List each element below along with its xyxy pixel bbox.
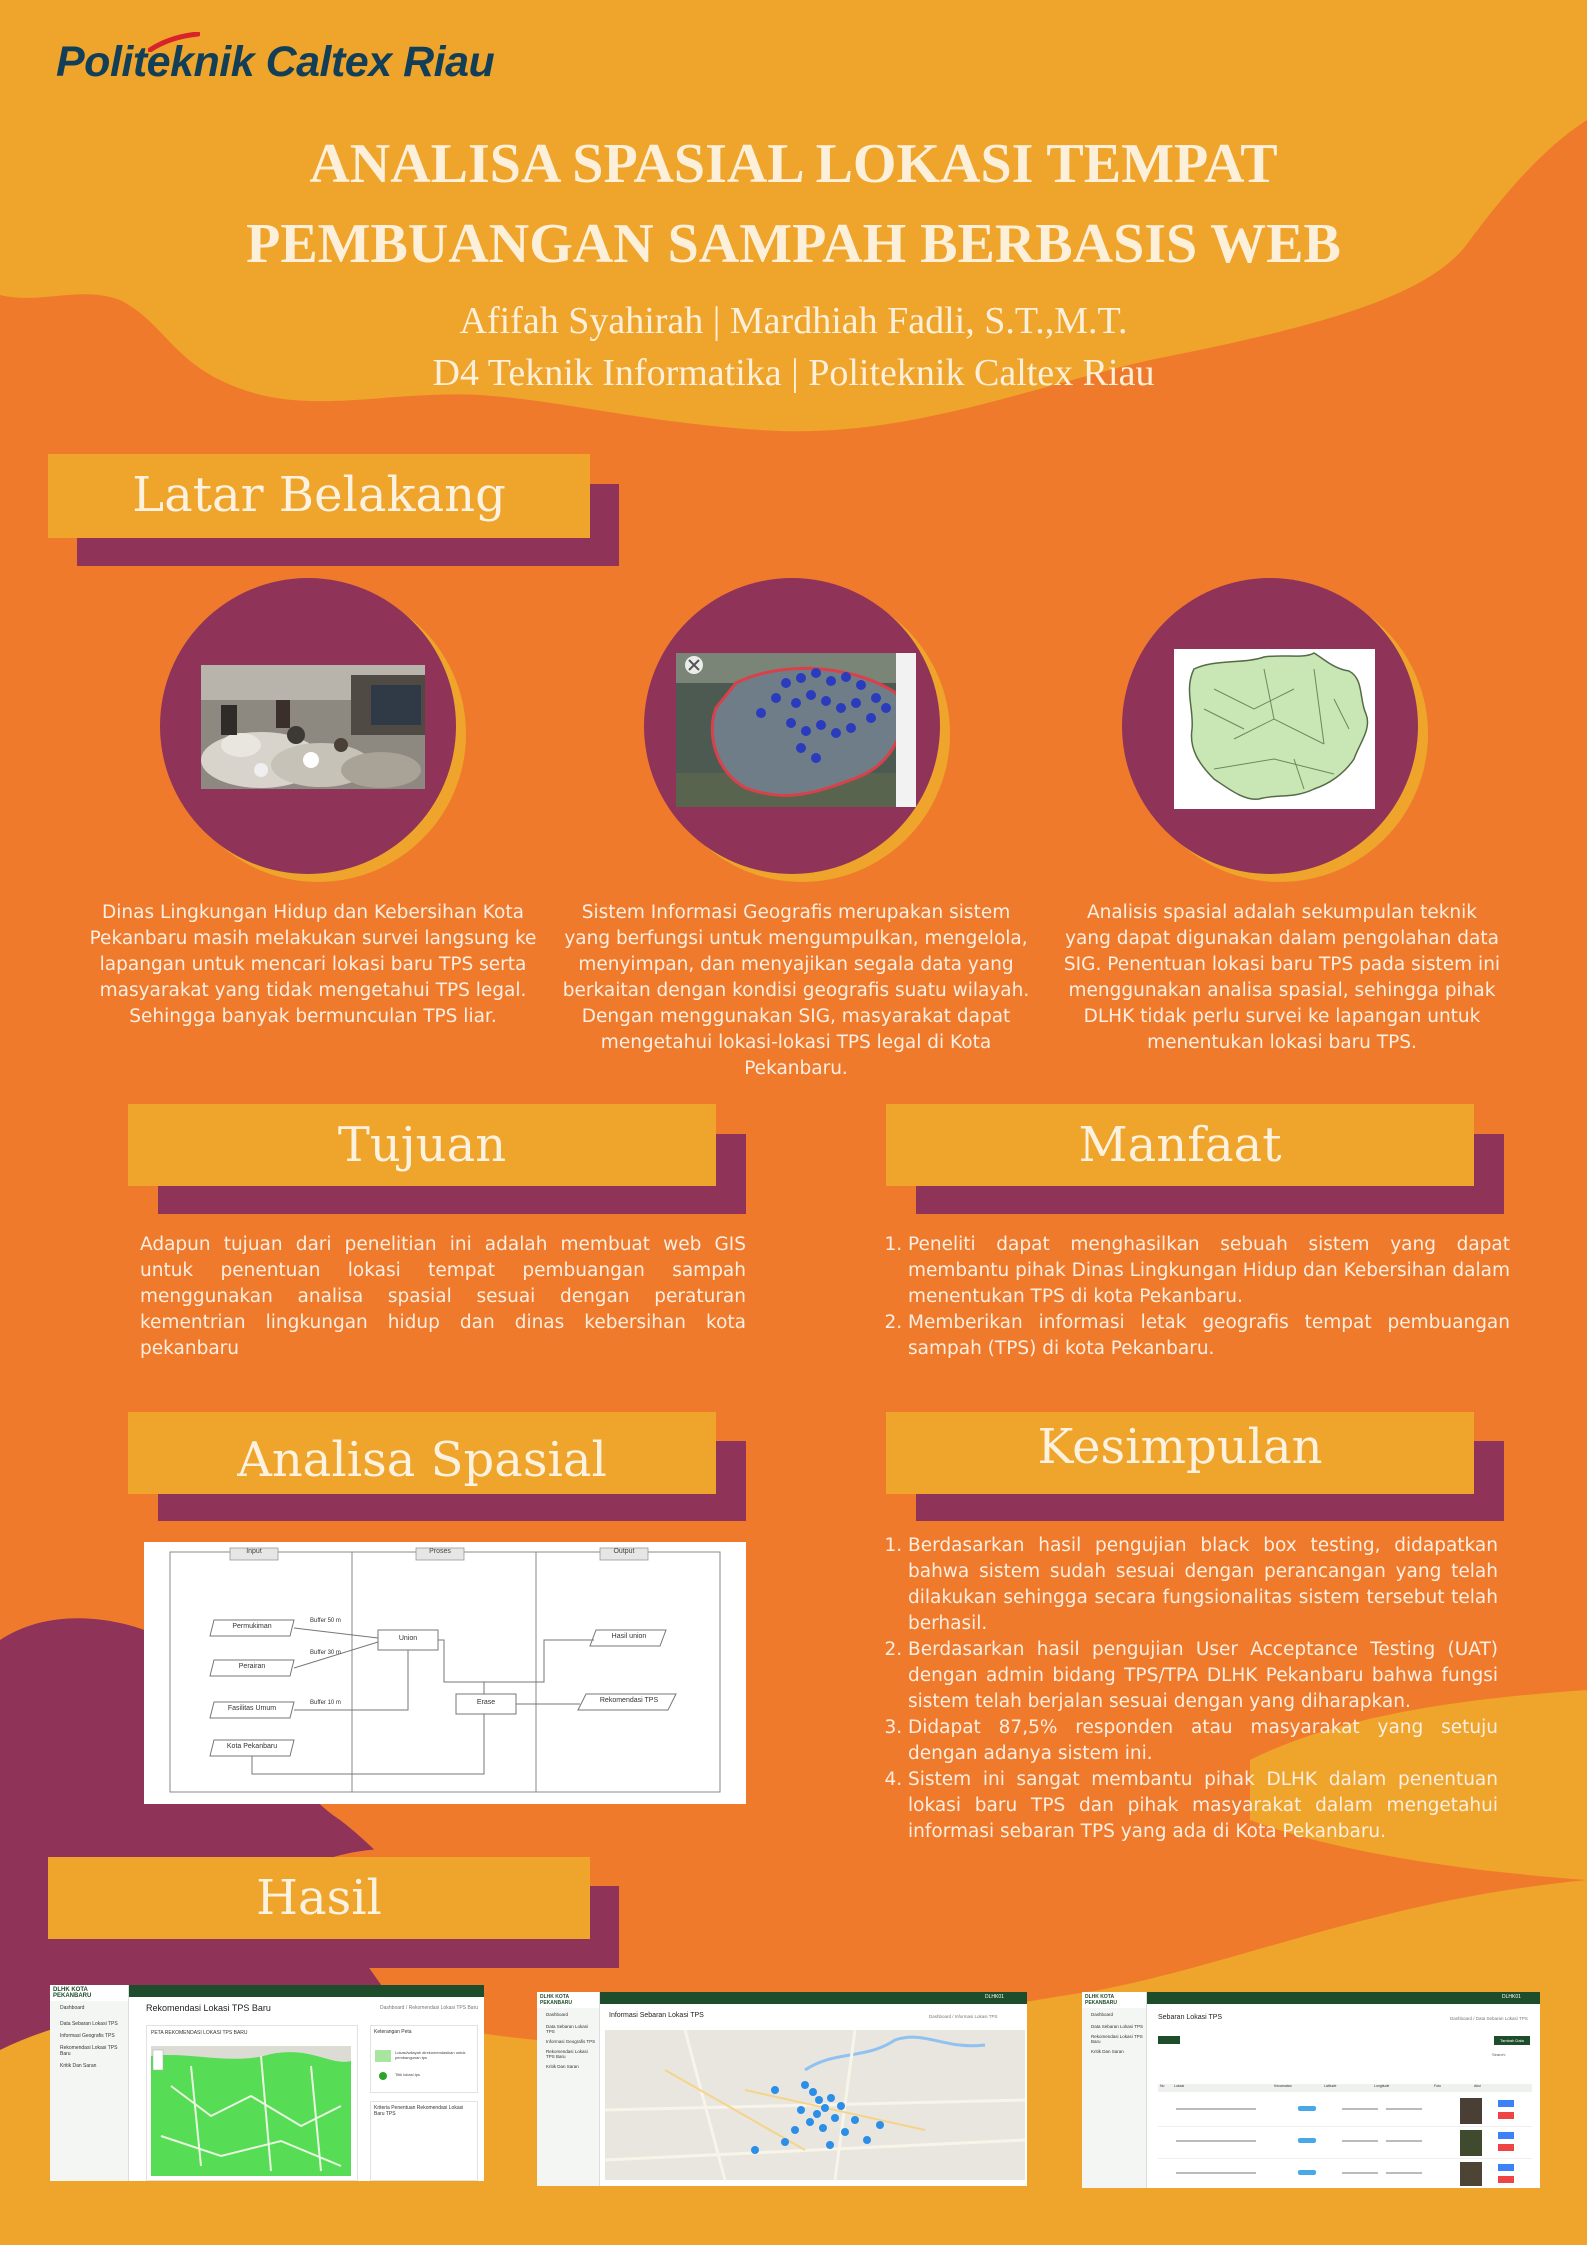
satellite-map-icon	[676, 653, 916, 807]
kesimpulan-item: 4. Sistem ini sangat membantu pihak DLHK dalam penentuan lokasi baru TPS dan pihak masyarakat dalam mengetahui informasi sebaran TPS yang ada di Kota Pekanbaru.	[908, 1767, 1498, 1845]
shot1-legend-dot	[379, 2072, 387, 2080]
shot1-legend-swatch	[375, 2050, 391, 2062]
shot2-menu-item[interactable]: Dashboard	[546, 2012, 569, 2017]
screenshot-rekomendasi	[50, 1985, 484, 2181]
analisa-spasial-diagram	[144, 1542, 746, 1804]
shot3-delete-button[interactable]	[1498, 2176, 1514, 2183]
shot1-menu-item[interactable]: Kritik Dan Saran	[60, 2063, 97, 2069]
kesimpulan-list	[886, 1533, 1498, 1845]
diagram-process: Union	[398, 1635, 418, 1642]
tps-satellite-map	[676, 653, 916, 807]
shot3-photo	[1460, 2162, 1482, 2186]
latar-belakang-heading: Latar Belakang	[48, 454, 590, 538]
manfaat-item: 1. Peneliti dapat menghasilkan sebuah sistem yang dapat membantu pihak Dinas Lingkungan Hidup dan Kebersihan dalam menentukan TPS di kota Pekanbaru.	[908, 1232, 1510, 1310]
diagram-buffer: Buffer 50 m	[310, 1618, 341, 1624]
shot3-search-label: Search:	[1492, 2052, 1506, 2057]
manfaat-list	[886, 1232, 1510, 1362]
screenshot-informasi	[537, 1992, 1027, 2186]
diagram-input: Perairan	[238, 1663, 266, 1670]
shot3-col: Kecamatan	[1274, 2084, 1292, 2088]
diagram-col-proses: Proses	[429, 1548, 451, 1555]
shot3-edit-button[interactable]	[1498, 2132, 1514, 2139]
shot3-col: Foto	[1434, 2084, 1442, 2088]
shot3-brand: DLHK KOTA PEKANBARU	[1082, 1992, 1146, 2008]
pekanbaru-area-map	[1174, 649, 1375, 809]
shot1-legend-item: Titik lokasi tps	[395, 2072, 420, 2077]
shot1-menu-item[interactable]: Rekomendasi Lokasi TPS Baru	[60, 2045, 118, 2057]
screenshot-sebaran	[1082, 1992, 1540, 2188]
shot1-map-panel	[146, 2025, 358, 2181]
shot3-page-title: Sebaran Lokasi TPS	[1158, 2014, 1223, 2021]
logo-swoosh-icon	[148, 32, 200, 52]
poster-title-line1: ANALISA SPASIAL LOKASI TEMPAT	[309, 133, 1278, 195]
shot3-photo	[1460, 2130, 1482, 2156]
shot1-sidebar	[50, 1985, 129, 2181]
shot3-badge	[1298, 2138, 1316, 2143]
shot3-edit-button[interactable]	[1498, 2164, 1514, 2171]
table-row	[1158, 2128, 1532, 2159]
trash-photo-icon	[201, 665, 425, 789]
diagram-input: Kota Pekanbaru	[226, 1743, 278, 1750]
table-row	[1158, 2160, 1532, 2188]
latar-belakang-text-1: Dinas Lingkungan Hidup dan Kebersihan Kota Pekanbaru masih melakukan survei langsung ke lapangan untuk mencari lokasi baru TPS serta masyarakat yang tidak mengetahui TPS legal. Sehingga banyak bermunculan TPS liar.	[89, 902, 537, 1027]
shot3-col: Latitude	[1324, 2084, 1337, 2088]
shot3-menu-item[interactable]: Data Sebaran Lokasi TPS	[1091, 2024, 1143, 2029]
circle-pekanbaru-map	[1122, 578, 1418, 874]
shot3-menu-item[interactable]: Dashboard	[1091, 2012, 1114, 2017]
diagram-input: Permukiman	[232, 1623, 272, 1630]
shot3-menu-item[interactable]: Kritik Dan Saran	[1091, 2049, 1124, 2054]
logo-text: Politeknik Caltex Riau	[56, 38, 495, 86]
diagram-buffer: Buffer 30 m	[310, 1650, 341, 1656]
shot3-photo	[1460, 2098, 1482, 2124]
shot2-page-title: Informasi Sebaran Lokasi TPS	[609, 2012, 704, 2019]
shot3-col: Lokasi	[1174, 2084, 1185, 2088]
shot3-edit-button[interactable]	[1498, 2100, 1514, 2107]
shot2-breadcrumb: Dashboard / Informasi Lokasi TPS	[929, 2014, 998, 2019]
shot3-delete-button[interactable]	[1498, 2112, 1514, 2119]
shot1-brand: DLHK KOTA PEKANBARU	[50, 1985, 128, 2001]
kesimpulan-item: 1. Berdasarkan hasil pengujian black box testing, didapatkan bahwa sistem sudah sesuai dengan perancangan yang telah dilakukan sehingga secara fungsionalitas sistem tersebut telah berhasil.	[908, 1533, 1498, 1637]
kesimpulan-item: 2. Berdasarkan hasil pengujian User Acceptance Testing (UAT) dengan admin bidang TPS/TPA DLHK Pekanbaru bahwa fungsi sistem telah berjalan sesuai dengan yang diharapkan.	[908, 1637, 1498, 1715]
diagram-output: Rekomendasi TPS	[599, 1697, 659, 1704]
shot2-sidebar	[537, 1992, 600, 2186]
diagram-col-output: Output	[613, 1548, 635, 1555]
table-row	[1158, 2096, 1532, 2127]
diagram-col-input: Input	[246, 1548, 262, 1555]
shot3-cell-line	[1386, 2140, 1422, 2142]
manfaat-item: 2. Memberikan informasi letak geografis tempat pembuangan sampah (TPS) di kota Pekanbaru.	[908, 1310, 1510, 1362]
shot2-menu-item[interactable]: Informasi Geografis TPS	[546, 2039, 596, 2044]
shot2-menu-item[interactable]: Rekomendasi Lokasi TPS Baru	[546, 2049, 588, 2059]
shot1-menu-item[interactable]: Dashboard	[60, 2005, 85, 2011]
analisa-heading: Analisa Spasial	[128, 1412, 716, 1494]
shot1-panel-title: PETA REKOMENDASI LOKASI TPS BARU	[151, 2030, 248, 2036]
latar-belakang-text-2: Sistem Informasi Geografis merupakan sistem yang berfungsi untuk mengumpulkan, mengelola, menyimpan, dan menyajikan segala data yang berkaitan dengan kondisi geografis suatu wilayah. Dengan menggunakan SIG, masyarakat dapat mengetahui lokasi-lokasi TPS legal di Kota Pekanbaru.	[562, 902, 1030, 1079]
shot3-col: Longitude	[1374, 2084, 1390, 2088]
tujuan-heading: Tujuan	[128, 1104, 716, 1186]
shot3-table-header	[1158, 2084, 1532, 2092]
authors: Afifah Syahirah | Mardhiah Fadli, S.T.,M.T.	[459, 300, 1128, 342]
hasil-heading: Hasil	[48, 1857, 590, 1939]
shot1-menu-item[interactable]: Data Sebaran Lokasi TPS	[60, 2021, 118, 2027]
trash-street-photo	[201, 665, 425, 789]
shot3-badge	[1298, 2106, 1316, 2111]
shot3-cell-line	[1386, 2172, 1422, 2174]
shot3-cell-line	[1176, 2140, 1256, 2142]
shot3-cell-line	[1342, 2140, 1378, 2142]
circle-tps-map	[644, 578, 940, 874]
kesimpulan-item: 3. Didapat 87,5% responden atau masyarakat yang setuju dengan adanya sistem ini.	[908, 1715, 1498, 1767]
shot2-menu-item[interactable]: Data Sebaran Lokasi TPS	[546, 2024, 589, 2034]
shot1-criteria-panel	[370, 2101, 478, 2181]
shot1-page-title: Rekomendasi Lokasi TPS Baru	[146, 2003, 271, 2013]
shot1-recommendation-map	[151, 2046, 351, 2176]
shot2-user[interactable]: DLHK01	[985, 1994, 1004, 2000]
shot1-legend-panel	[370, 2025, 478, 2093]
poster-title-line2: PEMBUANGAN SAMPAH BERBASIS WEB	[246, 213, 1341, 275]
shot3-cell-line	[1342, 2108, 1378, 2110]
diagram-buffer: Buffer 10 m	[310, 1700, 341, 1706]
shot3-sidebar	[1082, 1992, 1147, 2188]
area-map-icon	[1174, 649, 1375, 809]
shot2-tps-distribution-map	[605, 2030, 1025, 2180]
institution-logo	[56, 38, 494, 87]
shot1-legend-item: Lokasi/wilayah direkomendasikan untuk pembangunan tps	[395, 2050, 466, 2060]
shot1-legend-title: Keterangan Peta	[374, 2029, 412, 2035]
shot3-cell-line	[1176, 2108, 1256, 2110]
shot3-user[interactable]: DLHK01	[1502, 1994, 1521, 2000]
diagram-input: Fasilitas Umum	[227, 1705, 277, 1712]
shot3-col: Aksi	[1474, 2084, 1481, 2088]
shot3-cell-line	[1386, 2108, 1422, 2110]
shot3-delete-button[interactable]	[1498, 2144, 1514, 2151]
shot2-topbar	[537, 1992, 1027, 2004]
latar-belakang-text-3: Analisis spasial adalah sekumpulan teknik yang dapat digunakan dalam pengolahan data SIG. Penentuan lokasi baru TPS pada sistem ini menggunakan analisa spasial, sehingga pihak DLHK tidak perlu survei ke lapangan untuk menentukan lokasi baru TPS.	[1063, 902, 1501, 1053]
shot3-breadcrumb: Dashboard / Data Sebaran Lokasi TPS	[1450, 2016, 1528, 2021]
manfaat-heading: Manfaat	[886, 1104, 1474, 1186]
shot3-filter-chip[interactable]	[1158, 2036, 1180, 2044]
shot3-menu-item[interactable]: Rekomendasi Lokasi TPS Baru	[1091, 2034, 1143, 2044]
diagram-output: Hasil union	[611, 1633, 647, 1640]
shot1-breadcrumb: Dashboard / Rekomendasi Lokasi TPS Baru	[380, 2005, 479, 2011]
shot2-brand: DLHK KOTA PEKANBARU	[537, 1992, 599, 2008]
shot2-menu-item[interactable]: Kritik Dan Saran	[546, 2064, 579, 2069]
affiliation: D4 Teknik Informatika | Politeknik Caltex Riau	[432, 352, 1155, 394]
shot3-col: No	[1160, 2084, 1165, 2088]
diagram-frame	[144, 1542, 746, 1804]
shot1-menu-item[interactable]: Informasi Geografis TPS	[60, 2033, 115, 2039]
shot3-topbar	[1082, 1992, 1540, 2004]
tujuan-text: Adapun tujuan dari penelitian ini adalah membuat web GIS untuk penentuan lokasi tempat pembuangan sampah menggunakan analisa spasial sesuai dengan peraturan kementrian lingkungan hidup dan dinas kebersihan kota pekanbaru	[140, 1234, 746, 1359]
diagram-process: Erase	[476, 1699, 496, 1706]
shot3-add-button[interactable]: Tambah Data	[1494, 2036, 1530, 2045]
circle-trash-photo	[160, 578, 456, 874]
shot1-criteria-title: Kriteria Penentuan Rekomendasi Lokasi Baru TPS	[374, 2105, 464, 2117]
shot3-cell-line	[1176, 2172, 1256, 2174]
kesimpulan-heading: Kesimpulan	[886, 1412, 1474, 1494]
shot3-badge	[1298, 2170, 1316, 2175]
shot3-cell-line	[1342, 2172, 1378, 2174]
